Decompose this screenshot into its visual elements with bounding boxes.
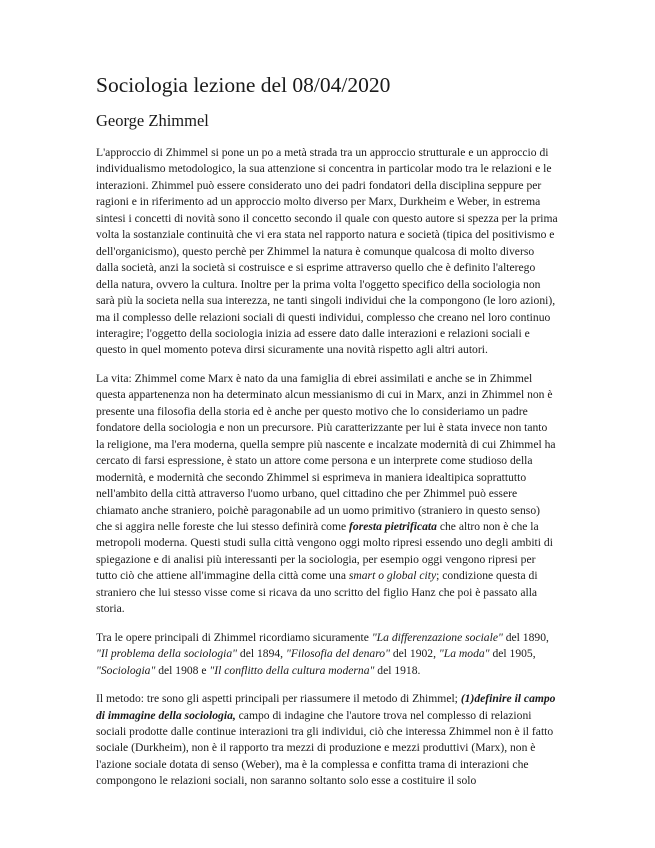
intro-text: L'approccio di Zhimmel si pone un po a metà strada tra un approccio strutturale e un approccio di individualismo metodologico, la sua attenzione si concentra in particolar modo tra le relazioni e le interazioni. Zhimmel può essere considerato uno dei padri fondatori della disciplina seppure per ragioni e in riferimento ad un approccio molto diverso per Marx, Durkheim e Weber, in estrema sintesi i concetti di novità sono il concetto secondo il quale con questo autore si spezza per la prima volta la sostanziale continuità che vi era stata nel rapporto natura e società (tipica del positivismo e dell'organicismo), questo perchè per Zhimmel la natura è comunque qualcosa di molto diverso dalla società, anzi la società si costruisce e si esprime attraverso quello che è definito l'alterego della natura, ovvero la cultura. Inoltre per la prima volta l'oggetto specifico della sociologia non sarà più la societa nella sua interezza, ne tanti singoli individui che la compongono (le loro azioni), ma il complesso delle relazioni sociali di questi individui, complesso che creano nel loro continuo interagire; l'oggetto della sociologia inizia ad essere dato dalle interazioni e relazioni sociali e questo in quel momento poteva dirsi sicuramente una novità rispetto agli altri autori. — [96, 146, 558, 357]
works-text-3: del 1894, — [237, 647, 286, 661]
works-text-7: del 1918. — [374, 663, 421, 677]
works-text-1: Tra le opere principali di Zhimmel ricordiamo sicuramente — [96, 630, 372, 644]
works-text-6: del 1908 e — [155, 663, 210, 677]
life-emphasis-smart-city: smart o global city — [348, 569, 437, 583]
life-paragraph — [96, 371, 558, 618]
works-text-2: del 1890, — [502, 630, 549, 644]
works-text-4: del 1902, — [389, 647, 439, 661]
work-title-conflitto: "Il conflitto della cultura moderna" — [209, 663, 375, 677]
life-text-1: La vita: Zhimmel come Marx è nato da una famiglia di ebrei assimilati e anche se in Zhimmel questa appartenenza non ha determinato alcun messianismo di cui in Marx, anzi in Zhimmel non è presente una filosofia della storia ed è anche per questo motivo che lo consideriamo un padre fondatore della sociologia e non un precursore. Più caratterizzante per lui è stata invece non tanto la religione, ma l'era moderna, quella sempre più nascente e incalzate modernità di cui Zhimmel ha cercato di farsi espressione, è stato un attore come persona e un interprete come studioso della modernità, e modernità che secondo Zhimmel si esprimeva in maniera idealtipica soprattutto nell'ambito della città attraverso l'uomo urbano, quel cittadino che per Zhimmel può essere chiamato anche straniero, poichè paragonabile ad un uomo primitivo (straniero in questo senso) che si aggira nelle foreste che lui stesso definirà come — [96, 371, 556, 533]
work-title-moda: "La moda" — [438, 647, 490, 661]
method-text-1: Il metodo: tre sono gli aspetti principali per riassumere il metodo di Zhimmel; — [96, 692, 461, 706]
work-title-problema: "Il problema della sociologia" — [96, 647, 238, 661]
intro-paragraph — [96, 145, 558, 359]
page-subtitle: George Zhimmel — [96, 111, 209, 130]
method-text-2: campo di indagine che l'autore trova nel complesso di relazioni sociali prodotte dalle continue interazioni tra gli individui, ciò che interessa Zhimmel non è il fatto sociale (Durkheim), non è il rapporto tra mezzi di produzione e mezzi produttivi (Marx), non è l'azione sociale dotata di senso (Weber), ma è la complessa e confitta trama di interazioni che compongono le relazioni sociali, non saranno soltanto solo esse a costituire il solo — [96, 708, 554, 788]
life-emphasis-foresta: foresta pietrificata — [349, 519, 437, 533]
method-emphasis: (1)definire il campo di immagine della sociologia, — [96, 692, 556, 722]
life-text-2: che altro non è che la metropoli moderna. Questi studi sulla città vengono oggi molto ripresi essendo uno degli ambiti di spiegazione e di analisi più interessanti per la sociologia, per esempio oggi vengono ripresi per tutto ciò che attiene all'immagine della città come una — [96, 519, 553, 583]
work-title-filosofia: "Filosofia del denaro" — [285, 647, 390, 661]
works-paragraph — [96, 630, 558, 679]
page-title: Sociologia lezione del 08/04/2020 — [96, 73, 391, 97]
method-paragraph — [96, 691, 558, 790]
life-text-3: ; condizione questa di straniero che lui stesso visse come si ricava da uno scritto del figlio Hanz che poi è passato alla storia. — [96, 569, 538, 616]
document-page — [96, 72, 558, 802]
work-title-differenzazione: "La differenzazione sociale" — [371, 630, 503, 644]
work-title-sociologia: "Sociologia" — [96, 663, 156, 677]
works-text-5: del 1905, — [489, 647, 536, 661]
